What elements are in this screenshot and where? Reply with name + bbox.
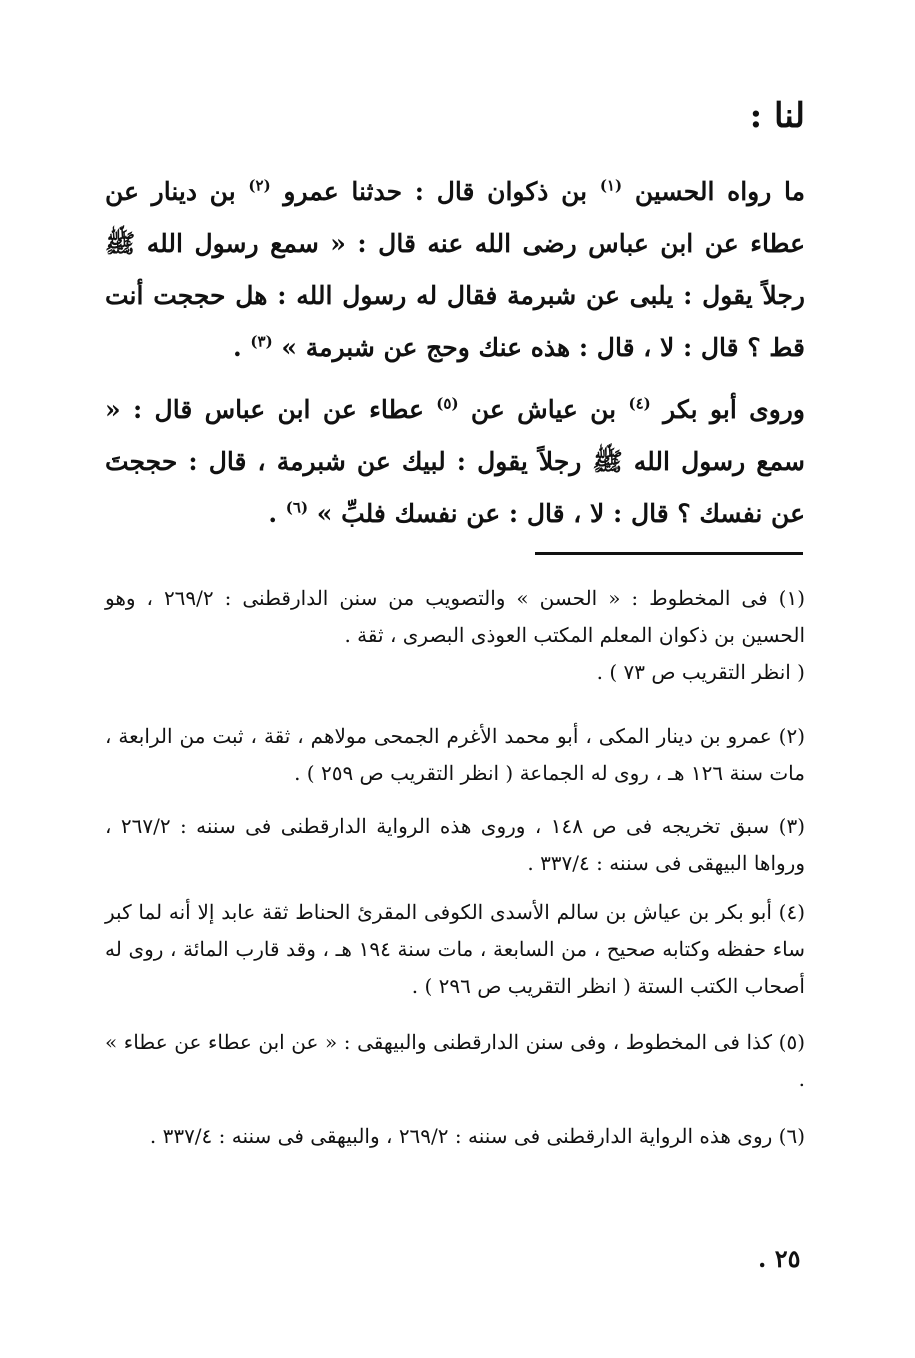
footnote-4: (٤) أبو بكر بن عياش بن سالم الأسدى الكوفى المقرئ الحناط ثقة عابد إلا أنه لما كبر ساء حفظه وكتابه صحيح ، من السابعة ، مات سنة ١٩٤ هـ ، وقد قارب المائة ، روى له أصحاب الكتب الستة ( انظر التقريب ص ٢٩٦ ) . <box>105 900 805 998</box>
p1-text-a: ما رواه الحسين <box>634 177 806 206</box>
footnote-6: (٦) روى هذه الرواية الدارقطنى فى سننه : ٢٦٩/٢ ، والبيهقى فى سننه : ٣٣٧/٤ . <box>149 1124 805 1148</box>
p2-text-d: . <box>268 499 278 528</box>
p1-text-d: . <box>232 333 242 362</box>
footnote-2: (٢) عمرو بن دينار المكى ، أبو محمد الأغرم الجمحى مولاهم ، ثقة ، ثبت من الرابعة ، مات سنة ١٢٦ هـ ، روى له الجماعة ( انظر التقريب ص ٢٥٩ ) . <box>105 724 805 785</box>
footnote-ref-3[interactable]: (٣) <box>250 332 273 351</box>
p2-text-b: بن عياش عن <box>470 395 617 424</box>
body-paragraph-2 <box>105 384 805 540</box>
p2-text-c: عطاء عن ابن عباس قال : « سمع رسول الله ﷺ رجلاً يقول : لبيك عن شبرمة ، قال : حججتَ عن نفسك ؟ قال : لا ، قال : عن نفسك فلبِّ » <box>105 395 805 528</box>
footnote-ref-5[interactable]: (٥) <box>436 394 459 413</box>
page-number: ٢٥ . <box>758 1244 801 1273</box>
footnote-1-ref: ( انظر التقريب ص ٧٣ ) . <box>596 660 805 684</box>
footnote-ref-1[interactable]: (١) <box>599 176 623 195</box>
footnote-1 <box>105 580 805 691</box>
p2-text-a: وروى أبو بكر <box>663 395 805 424</box>
footnote-ref-2[interactable]: (٢) <box>248 176 271 195</box>
footnote-1-text: (١) فى المخطوط : « الحسن » والتصويب من سنن الدارقطنى : ٢٦٩/٢ ، وهو الحسين بن ذكوان المعلم المكتب العوذى البصرى ، ثقة . <box>105 586 805 647</box>
footnote-5: (٥) كذا فى المخطوط ، وفى سنن الدارقطنى والبيهقى : « عن ابن عطاء عن عطاء » . <box>105 1030 805 1091</box>
p1-text-b: بن ذكوان قال : حدثنا عمرو <box>283 177 588 206</box>
footnote-ref-4[interactable]: (٤) <box>628 394 651 413</box>
p1-text-c: بن دينار عن عطاء عن ابن عباس رضى الله عنه قال : « سمع رسول الله ﷺ رجلاً يقول : يلبى عن شبرمة فقال له رسول الله : هل حججت أنت قط ؟ قال : لا ، قال : هذه عنك وحج عن شبرمة » <box>105 177 805 362</box>
footnote-3: (٣) سبق تخريجه فى ص ١٤٨ ، وروى هذه الرواية الدارقطنى فى سننه : ٢٦٧/٢ ، ورواها البيهقى فى سننه : ٣٣٧/٤ . <box>105 814 806 875</box>
body-paragraph-1 <box>105 166 805 374</box>
section-heading: لنا : <box>749 96 805 136</box>
footnote-ref-6[interactable]: (٦) <box>285 498 309 517</box>
footnote-separator <box>535 552 803 555</box>
